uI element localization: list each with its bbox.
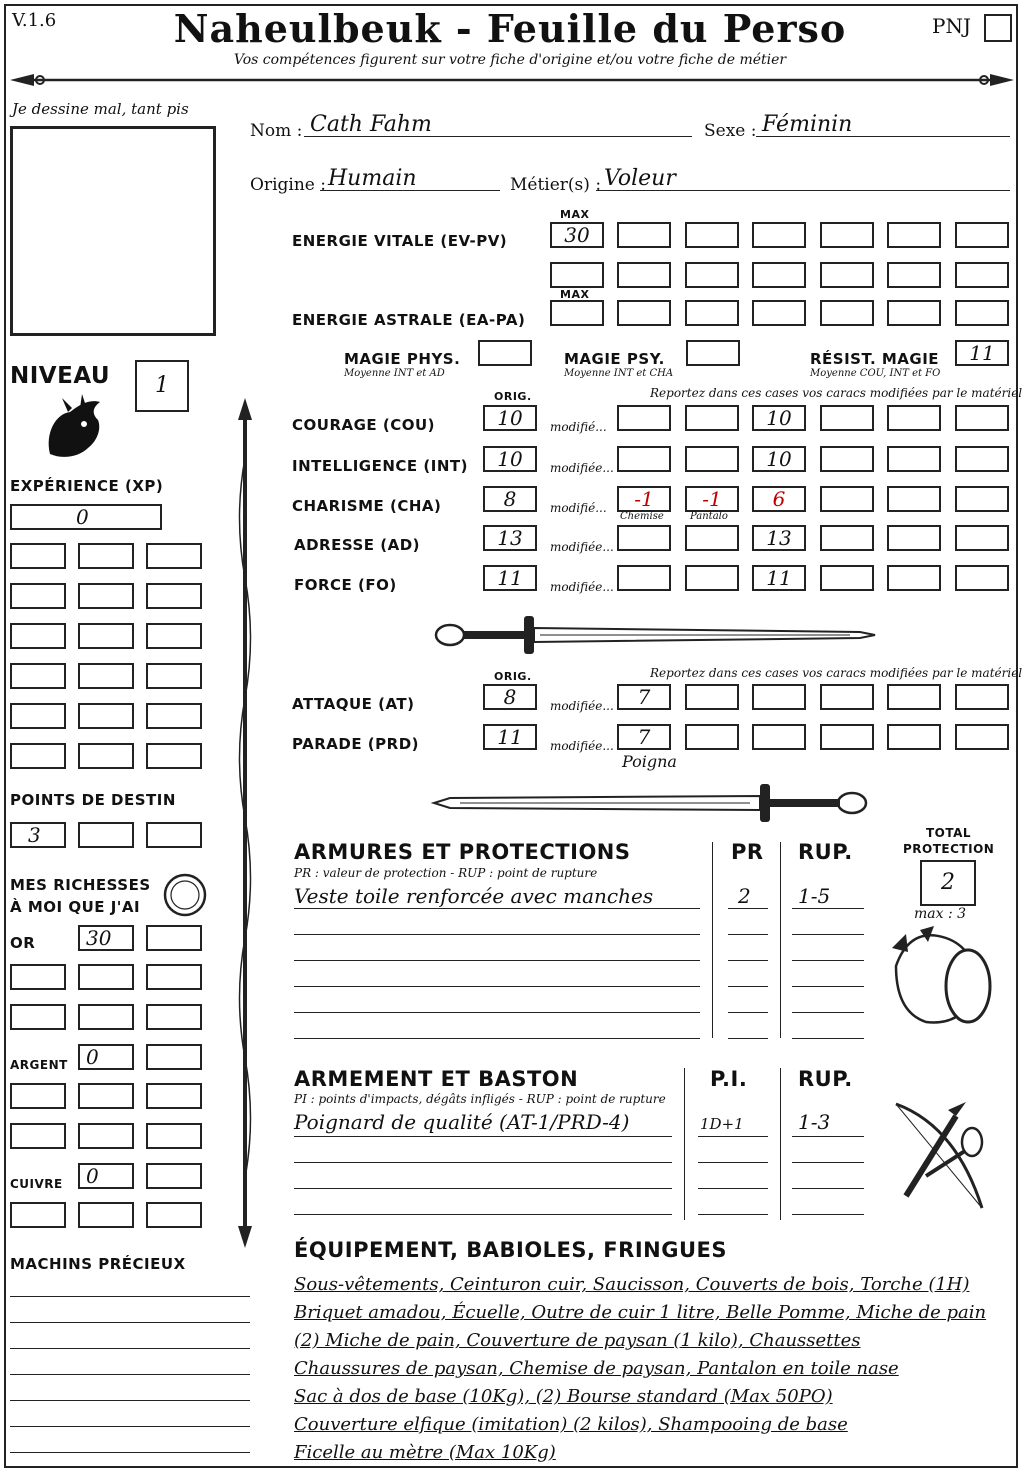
armures-pr-header: PR — [731, 840, 764, 864]
metier-value[interactable]: Voleur — [604, 166, 676, 191]
arme-line — [294, 1136, 672, 1137]
machins-line — [10, 1400, 250, 1401]
armures-note: PR : valeur de protection - RUP : point de rupture — [294, 866, 598, 880]
xp-box[interactable] — [10, 743, 66, 769]
carac-mod-box[interactable] — [820, 446, 874, 472]
modif-label: modifiée... — [550, 699, 614, 713]
adresse-orig-box[interactable]: 13 — [483, 525, 537, 551]
carac-mod-box[interactable] — [955, 525, 1009, 551]
arme-pi[interactable]: 1D+1 — [700, 1115, 744, 1133]
carac-mod-box[interactable] — [887, 486, 941, 512]
carac-mod-box[interactable] — [685, 405, 739, 431]
equipement-line[interactable]: Briquet amadou, Écuelle, Outre de cuir 1 litre, Belle Pomme, Miche de pain — [294, 1302, 987, 1323]
charisme-orig-box[interactable]: 8 — [483, 486, 537, 512]
xp-box[interactable] — [78, 743, 134, 769]
niveau-label: NIVEAU — [10, 363, 111, 389]
xp-box[interactable] — [10, 703, 66, 729]
ev-box[interactable] — [887, 222, 941, 248]
ev-box[interactable] — [685, 262, 739, 288]
ea-box[interactable] — [685, 300, 739, 326]
combat-report-note: Reportez dans ces cases vos caracs modifiées par le matériel — [650, 666, 1023, 680]
xp-box[interactable] — [78, 583, 134, 609]
ea-label: ENERGIE ASTRALE (EA-PA) — [292, 311, 526, 329]
argent-box[interactable] — [146, 1044, 202, 1070]
portrait-box[interactable] — [10, 126, 216, 336]
armure-line — [294, 986, 700, 987]
attaque-label: ATTAQUE (AT) — [292, 695, 415, 713]
destin-label: POINTS DE DESTIN — [10, 791, 176, 809]
total-protection-max: max : 3 — [914, 906, 967, 922]
modif-label: modifiée... — [550, 580, 614, 594]
machins-line — [10, 1374, 250, 1375]
arme-line — [294, 1214, 672, 1215]
ea-max-box[interactable] — [550, 300, 604, 326]
total-protection-label-2: PROTECTION — [903, 842, 995, 856]
or-box[interactable] — [10, 964, 66, 990]
parade-orig-box[interactable]: 11 — [483, 724, 537, 750]
ev-box[interactable] — [887, 262, 941, 288]
armure-line — [792, 1038, 864, 1039]
magie-phys-label: MAGIE PHYS. — [344, 350, 461, 368]
metier-line — [596, 190, 1010, 191]
carac-mod-box[interactable] — [820, 525, 874, 551]
argent-box[interactable]: 0 — [78, 1044, 134, 1070]
xp-box[interactable] — [10, 623, 66, 649]
armures-title: ARMURES ET PROTECTIONS — [294, 840, 631, 864]
sexe-label: Sexe : — [704, 121, 757, 141]
resist-magie-box[interactable]: 11 — [955, 340, 1009, 366]
ea-max-label: MAX — [560, 288, 590, 301]
modif-label: modifié... — [550, 501, 607, 515]
weapons-icon — [886, 1096, 998, 1216]
armure-line — [294, 934, 700, 935]
carac-mod-box[interactable]: 10 — [752, 446, 806, 472]
ea-box[interactable] — [820, 300, 874, 326]
ev-box[interactable] — [617, 222, 671, 248]
ea-box[interactable] — [617, 300, 671, 326]
equipement-line[interactable]: Sous-vêtements, Ceinturon cuir, Saucisson, Couverts de bois, Torche (1H) — [294, 1274, 970, 1295]
magie-phys-box[interactable] — [478, 340, 532, 366]
xp-box[interactable] — [10, 543, 66, 569]
or-box[interactable] — [10, 1004, 66, 1030]
sword-icon — [430, 610, 880, 660]
cuivre-box[interactable] — [78, 1202, 134, 1228]
carac-mod-box[interactable]: -1 — [617, 486, 671, 512]
arme-line — [792, 1188, 864, 1189]
pnj-checkbox[interactable] — [984, 14, 1012, 42]
argent-box[interactable] — [10, 1083, 66, 1109]
sword-icon — [430, 778, 875, 828]
carac-mod-box[interactable]: 11 — [752, 565, 806, 591]
armure-name[interactable]: Veste toile renforcée avec manches — [294, 884, 654, 908]
armure-line — [728, 908, 768, 909]
arme-rup[interactable]: 1-3 — [798, 1110, 831, 1134]
combat-mod-box[interactable]: 7 — [617, 724, 671, 750]
ev-box[interactable] — [550, 262, 604, 288]
cuivre-box[interactable]: 0 — [78, 1163, 134, 1189]
weapon-note: Poigna — [622, 752, 677, 771]
xp-box[interactable] — [146, 623, 202, 649]
attaque-orig-box[interactable]: 8 — [483, 684, 537, 710]
combat-mod-box[interactable] — [887, 724, 941, 750]
version-label: V.1.6 — [12, 10, 57, 31]
or-box[interactable] — [146, 964, 202, 990]
ev-box[interactable] — [752, 262, 806, 288]
pnj-label: PNJ — [932, 14, 971, 38]
combat-mod-box[interactable] — [820, 724, 874, 750]
coin-icon — [162, 872, 208, 918]
ev-max-box[interactable]: 30 — [550, 222, 604, 248]
cuivre-box[interactable] — [10, 1202, 66, 1228]
machins-line — [10, 1322, 250, 1323]
armure-line — [792, 960, 864, 961]
arme-line — [792, 1136, 864, 1137]
carac-mod-box[interactable] — [685, 525, 739, 551]
nom-line — [304, 136, 692, 137]
carac-mod-box[interactable] — [685, 565, 739, 591]
xp-box[interactable] — [146, 543, 202, 569]
nom-label: Nom : — [250, 121, 303, 141]
carac-mod-box[interactable] — [820, 405, 874, 431]
armure-line — [294, 1012, 700, 1013]
carac-mod-box[interactable] — [887, 405, 941, 431]
armure-line — [294, 1038, 700, 1039]
arme-line — [294, 1162, 672, 1163]
dragon-icon — [40, 394, 106, 466]
armures-divider — [712, 842, 713, 1038]
page-title: Naheulbeuk - Feuille du Perso — [173, 6, 847, 51]
or-box[interactable] — [78, 1004, 134, 1030]
resist-magie-note: Moyenne COU, INT et FO — [810, 368, 941, 379]
total-protection-label: TOTAL — [926, 826, 972, 840]
portrait-caption: Je dessine mal, tant pis — [12, 100, 189, 118]
carac-mod-box[interactable] — [955, 405, 1009, 431]
ea-box[interactable] — [887, 300, 941, 326]
origine-value[interactable]: Humain — [328, 166, 417, 191]
carac-mod-box[interactable] — [617, 405, 671, 431]
armure-line — [792, 908, 864, 909]
modifier-tag: Pantalo — [690, 511, 728, 522]
parade-label: PARADE (PRD) — [292, 735, 420, 753]
magie-psy-note: Moyenne INT et CHA — [564, 368, 674, 379]
arme-line — [698, 1188, 768, 1189]
destin-box[interactable] — [78, 822, 134, 848]
xp-box[interactable] — [78, 703, 134, 729]
xp-box[interactable] — [146, 703, 202, 729]
total-protection-box[interactable]: 2 — [920, 860, 976, 906]
equipement-line[interactable]: Couverture elfique (imitation) (2 kilos), Shampooing de base — [294, 1414, 848, 1435]
ev-box[interactable] — [820, 222, 874, 248]
carac-mod-box[interactable] — [955, 565, 1009, 591]
armement-note: PI : points d'impacts, dégâts infligés - RUP : point de rupture — [294, 1092, 666, 1106]
armure-line — [792, 1012, 864, 1013]
arme-line — [792, 1214, 864, 1215]
carac-mod-box[interactable] — [887, 565, 941, 591]
argent-box[interactable] — [146, 1083, 202, 1109]
combat-mod-box[interactable] — [887, 684, 941, 710]
ev-label: ENERGIE VITALE (EV-PV) — [292, 232, 508, 250]
modif-label: modifiée... — [550, 739, 614, 753]
carac-mod-box[interactable] — [955, 446, 1009, 472]
carac-mod-box[interactable] — [955, 486, 1009, 512]
destin-box[interactable]: 3 — [10, 822, 66, 848]
destin-box[interactable] — [146, 822, 202, 848]
equipement-line[interactable]: Ficelle au mètre (Max 10Kg) — [294, 1442, 556, 1463]
xp-box[interactable] — [78, 663, 134, 689]
or-label: OR — [10, 934, 36, 952]
carac-mod-box[interactable] — [887, 446, 941, 472]
carac-mod-box[interactable] — [617, 446, 671, 472]
equipement-line[interactable]: Sac à dos de base (10Kg), (2) Bourse standard (Max 50PO) — [294, 1386, 833, 1407]
equipement-line[interactable]: Chaussures de paysan, Chemise de paysan, Pantalon en toile nase — [294, 1358, 899, 1379]
sexe-value[interactable]: Féminin — [762, 112, 853, 137]
ev-box[interactable] — [685, 222, 739, 248]
carac-mod-box[interactable]: -1 — [685, 486, 739, 512]
xp-box[interactable] — [10, 583, 66, 609]
combat-mod-box[interactable] — [955, 684, 1009, 710]
or-box[interactable] — [78, 964, 134, 990]
combat-mod-box[interactable] — [752, 724, 806, 750]
modif-label: modifiée... — [550, 461, 614, 475]
resist-magie-label: RÉSIST. MAGIE — [810, 350, 940, 368]
carac-mod-box[interactable] — [820, 486, 874, 512]
equipement-title: ÉQUIPEMENT, BABIOLES, FRINGUES — [294, 1238, 727, 1262]
metier-label: Métier(s) : — [510, 175, 602, 195]
machins-label: MACHINS PRÉCIEUX — [10, 1255, 186, 1273]
armement-title: ARMEMENT ET BASTON — [294, 1067, 579, 1091]
xp-box[interactable] — [78, 623, 134, 649]
cuivre-box[interactable] — [146, 1202, 202, 1228]
equipement-line[interactable]: (2) Miche de pain, Couverture de paysan (1 kilo), Chaussettes — [294, 1330, 861, 1351]
xp-box[interactable] — [10, 663, 66, 689]
ev-box[interactable] — [955, 222, 1009, 248]
arme-line — [698, 1136, 768, 1137]
richesses-label: MES RICHESSES — [10, 876, 151, 894]
or-box[interactable] — [146, 925, 202, 951]
helmet-shield-icon — [890, 926, 996, 1038]
magie-phys-note: Moyenne INT et AD — [344, 368, 445, 379]
adresse-label: ADRESSE (AD) — [294, 536, 421, 554]
armure-line — [728, 986, 768, 987]
xp-box[interactable] — [146, 743, 202, 769]
ev-box[interactable] — [752, 222, 806, 248]
intelligence-label: INTELLIGENCE (INT) — [292, 457, 468, 475]
courage-label: COURAGE (COU) — [292, 416, 436, 434]
cuivre-label: CUIVRE — [10, 1177, 63, 1191]
ev-box[interactable] — [617, 262, 671, 288]
carac-mod-box[interactable]: 10 — [752, 405, 806, 431]
intelligence-orig-box[interactable]: 10 — [483, 446, 537, 472]
ea-box[interactable] — [752, 300, 806, 326]
carac-mod-box[interactable]: 13 — [752, 525, 806, 551]
carac-mod-box[interactable]: 6 — [752, 486, 806, 512]
sexe-line — [756, 136, 1010, 137]
combat-mod-box[interactable] — [685, 684, 739, 710]
or-box[interactable] — [146, 1004, 202, 1030]
combat-mod-box[interactable]: 7 — [617, 684, 671, 710]
nom-value[interactable]: Cath Fahm — [310, 112, 432, 137]
armure-line — [294, 908, 700, 909]
argent-box[interactable] — [10, 1123, 66, 1149]
magie-psy-label: MAGIE PSY. — [564, 350, 665, 368]
carac-mod-box[interactable] — [617, 565, 671, 591]
ev-max-label: MAX — [560, 208, 590, 221]
ev-box[interactable] — [955, 262, 1009, 288]
page-subtitle: Vos compétences figurent sur votre fiche d'origine et/ou votre fiche de métier — [233, 52, 787, 68]
magie-psy-box[interactable] — [686, 340, 740, 366]
spear-icon — [230, 398, 260, 1248]
armure-line — [728, 934, 768, 935]
force-orig-box[interactable]: 11 — [483, 565, 537, 591]
arme-line — [698, 1162, 768, 1163]
xp-box[interactable]: 0 — [10, 504, 162, 530]
carac-mod-box[interactable] — [887, 525, 941, 551]
armure-pr[interactable]: 2 — [738, 884, 751, 908]
armure-line — [728, 960, 768, 961]
ev-box[interactable] — [820, 262, 874, 288]
xp-box[interactable] — [146, 583, 202, 609]
combat-orig-label: ORIG. — [494, 670, 532, 683]
armure-rup[interactable]: 1-5 — [798, 884, 831, 908]
modifier-tag: Chemise — [620, 511, 664, 522]
armure-line — [294, 960, 700, 961]
machins-line — [10, 1426, 250, 1427]
modif-label: modifiée... — [550, 540, 614, 554]
origine-label: Origine : — [250, 175, 326, 195]
argent-label: ARGENT — [10, 1058, 68, 1072]
carac-mod-box[interactable] — [685, 446, 739, 472]
arme-line — [294, 1188, 672, 1189]
caracs-report-note: Reportez dans ces cases vos caracs modifiées par le matériel — [650, 386, 1023, 400]
armures-rup-header: RUP. — [798, 840, 853, 864]
machins-line — [10, 1296, 250, 1297]
armement-divider — [780, 1068, 781, 1220]
armures-divider — [780, 842, 781, 1038]
combat-mod-box[interactable] — [820, 684, 874, 710]
force-label: FORCE (FO) — [294, 576, 397, 594]
ea-box[interactable] — [955, 300, 1009, 326]
modif-label: modifié... — [550, 420, 607, 434]
charisme-label: CHARISME (CHA) — [292, 497, 442, 515]
armure-line — [792, 986, 864, 987]
xp-label: EXPÉRIENCE (XP) — [10, 477, 164, 495]
armement-divider — [684, 1068, 685, 1220]
combat-mod-box[interactable] — [955, 724, 1009, 750]
combat-mod-box[interactable] — [752, 684, 806, 710]
or-box[interactable]: 30 — [78, 925, 134, 951]
cuivre-box[interactable] — [146, 1163, 202, 1189]
machins-line — [10, 1452, 250, 1453]
richesses-label-2: À MOI QUE J'AI — [10, 898, 141, 916]
combat-mod-box[interactable] — [685, 724, 739, 750]
orig-label: ORIG. — [494, 390, 532, 403]
courage-orig-box[interactable]: 10 — [483, 405, 537, 431]
machins-line — [10, 1348, 250, 1349]
argent-box[interactable] — [78, 1123, 134, 1149]
spear-divider-icon — [10, 70, 1014, 90]
armement-pi-header: P.I. — [710, 1067, 748, 1091]
carac-mod-box[interactable] — [820, 565, 874, 591]
argent-box[interactable] — [146, 1123, 202, 1149]
armure-line — [728, 1038, 768, 1039]
argent-box[interactable] — [78, 1083, 134, 1109]
niveau-box[interactable]: 1 — [135, 360, 189, 412]
xp-box[interactable] — [78, 543, 134, 569]
armure-line — [792, 934, 864, 935]
arme-line — [698, 1214, 768, 1215]
origine-line — [320, 190, 500, 191]
arme-name[interactable]: Poignard de qualité (AT-1/PRD-4) — [294, 1110, 630, 1134]
carac-mod-box[interactable] — [617, 525, 671, 551]
arme-line — [792, 1162, 864, 1163]
xp-box[interactable] — [146, 663, 202, 689]
armement-rup-header: RUP. — [798, 1067, 853, 1091]
armure-line — [728, 1012, 768, 1013]
